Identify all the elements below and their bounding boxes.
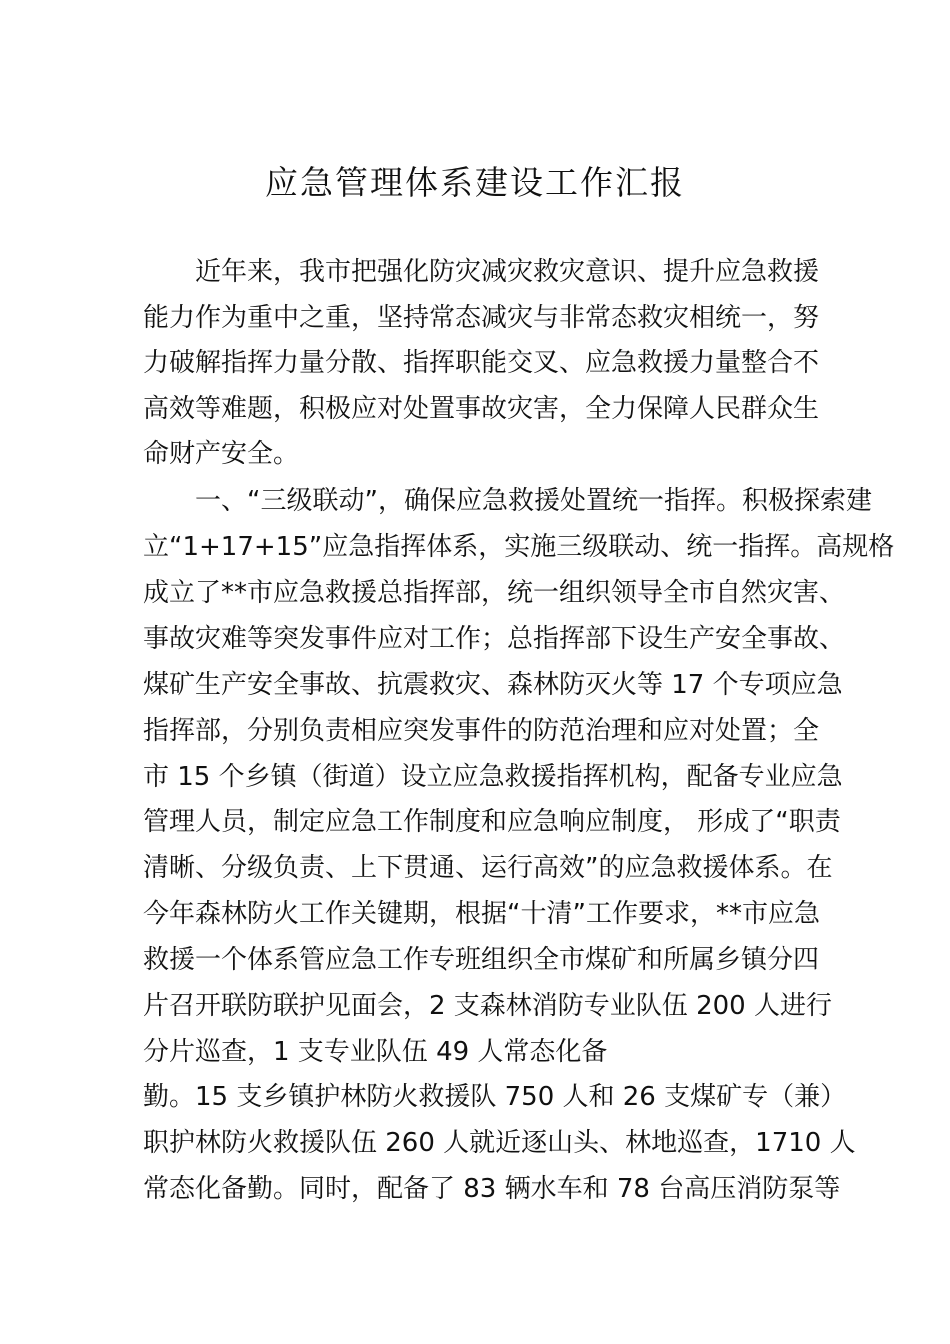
paragraph-line: 管理人员，制定应急工作制度和应急响应制度， 形成了“职责 <box>143 807 841 837</box>
paragraph-line: 清晰、分级负责、上下贯通、运行高效”的应急救援体系。在 <box>143 853 833 883</box>
paragraph-line: 救援一个体系管应急工作专班组织全市煤矿和所属乡镇分四 <box>143 945 820 975</box>
paragraph-line: 立“1+17+15”应急指挥体系，实施三级联动、统一指挥。高规格 <box>143 532 895 562</box>
paragraph-line: 指挥部，分别负责相应突发事件的防范治理和应对处置；全 <box>143 716 820 746</box>
paragraph-line: 命财产安全。 <box>143 439 300 469</box>
paragraph-line: 片召开联防联护见面会，2 支森林消防专业队伍 200 人进行 <box>143 991 832 1021</box>
paragraph-line: 市 15 个乡镇（街道）设立应急救援指挥机构，配备专业应急 <box>143 762 843 792</box>
document-title: 应急管理体系建设工作汇报 <box>265 163 685 202</box>
paragraph-line: 近年来，我市把强化防灾减灾救灾意识、提升应急救援 <box>195 257 820 287</box>
paragraph-line: 高效等难题，积极应对处置事故灾害，全力保障人民群众生 <box>143 394 820 424</box>
paragraph-line: 煤矿生产安全事故、抗震救灾、森林防灭火等 17 个专项应急 <box>143 670 843 700</box>
paragraph-line: 今年森林防火工作关键期，根据“十清”工作要求，**市应急 <box>143 899 820 929</box>
paragraph-line: 职护林防火救援队伍 260 人就近逐山头、林地巡查，1710 人 <box>143 1128 856 1158</box>
paragraph-line: 事故灾难等突发事件应对工作；总指挥部下设生产安全事故、 <box>143 624 846 654</box>
paragraph-line: 分片巡查，1 支专业队伍 49 人常态化备 <box>143 1037 608 1067</box>
paragraph-line: 力破解指挥力量分散、指挥职能交叉、应急救援力量整合不 <box>143 348 820 378</box>
paragraph-line: 一、“三级联动”，确保应急救援处置统一指挥。积极探索建 <box>195 486 872 516</box>
paragraph-line: 勤。15 支乡镇护林防火救援队 750 人和 26 支煤矿专（兼） <box>143 1082 847 1112</box>
paragraph-line: 能力作为重中之重，坚持常态减灾与非常态救灾相统一，努 <box>143 303 820 333</box>
paragraph-line: 常态化备勤。同时，配备了 83 辆水车和 78 台高压消防泵等 <box>143 1174 841 1204</box>
paragraph-line: 成立了**市应急救援总指挥部，统一组织领导全市自然灾害、 <box>143 578 846 608</box>
